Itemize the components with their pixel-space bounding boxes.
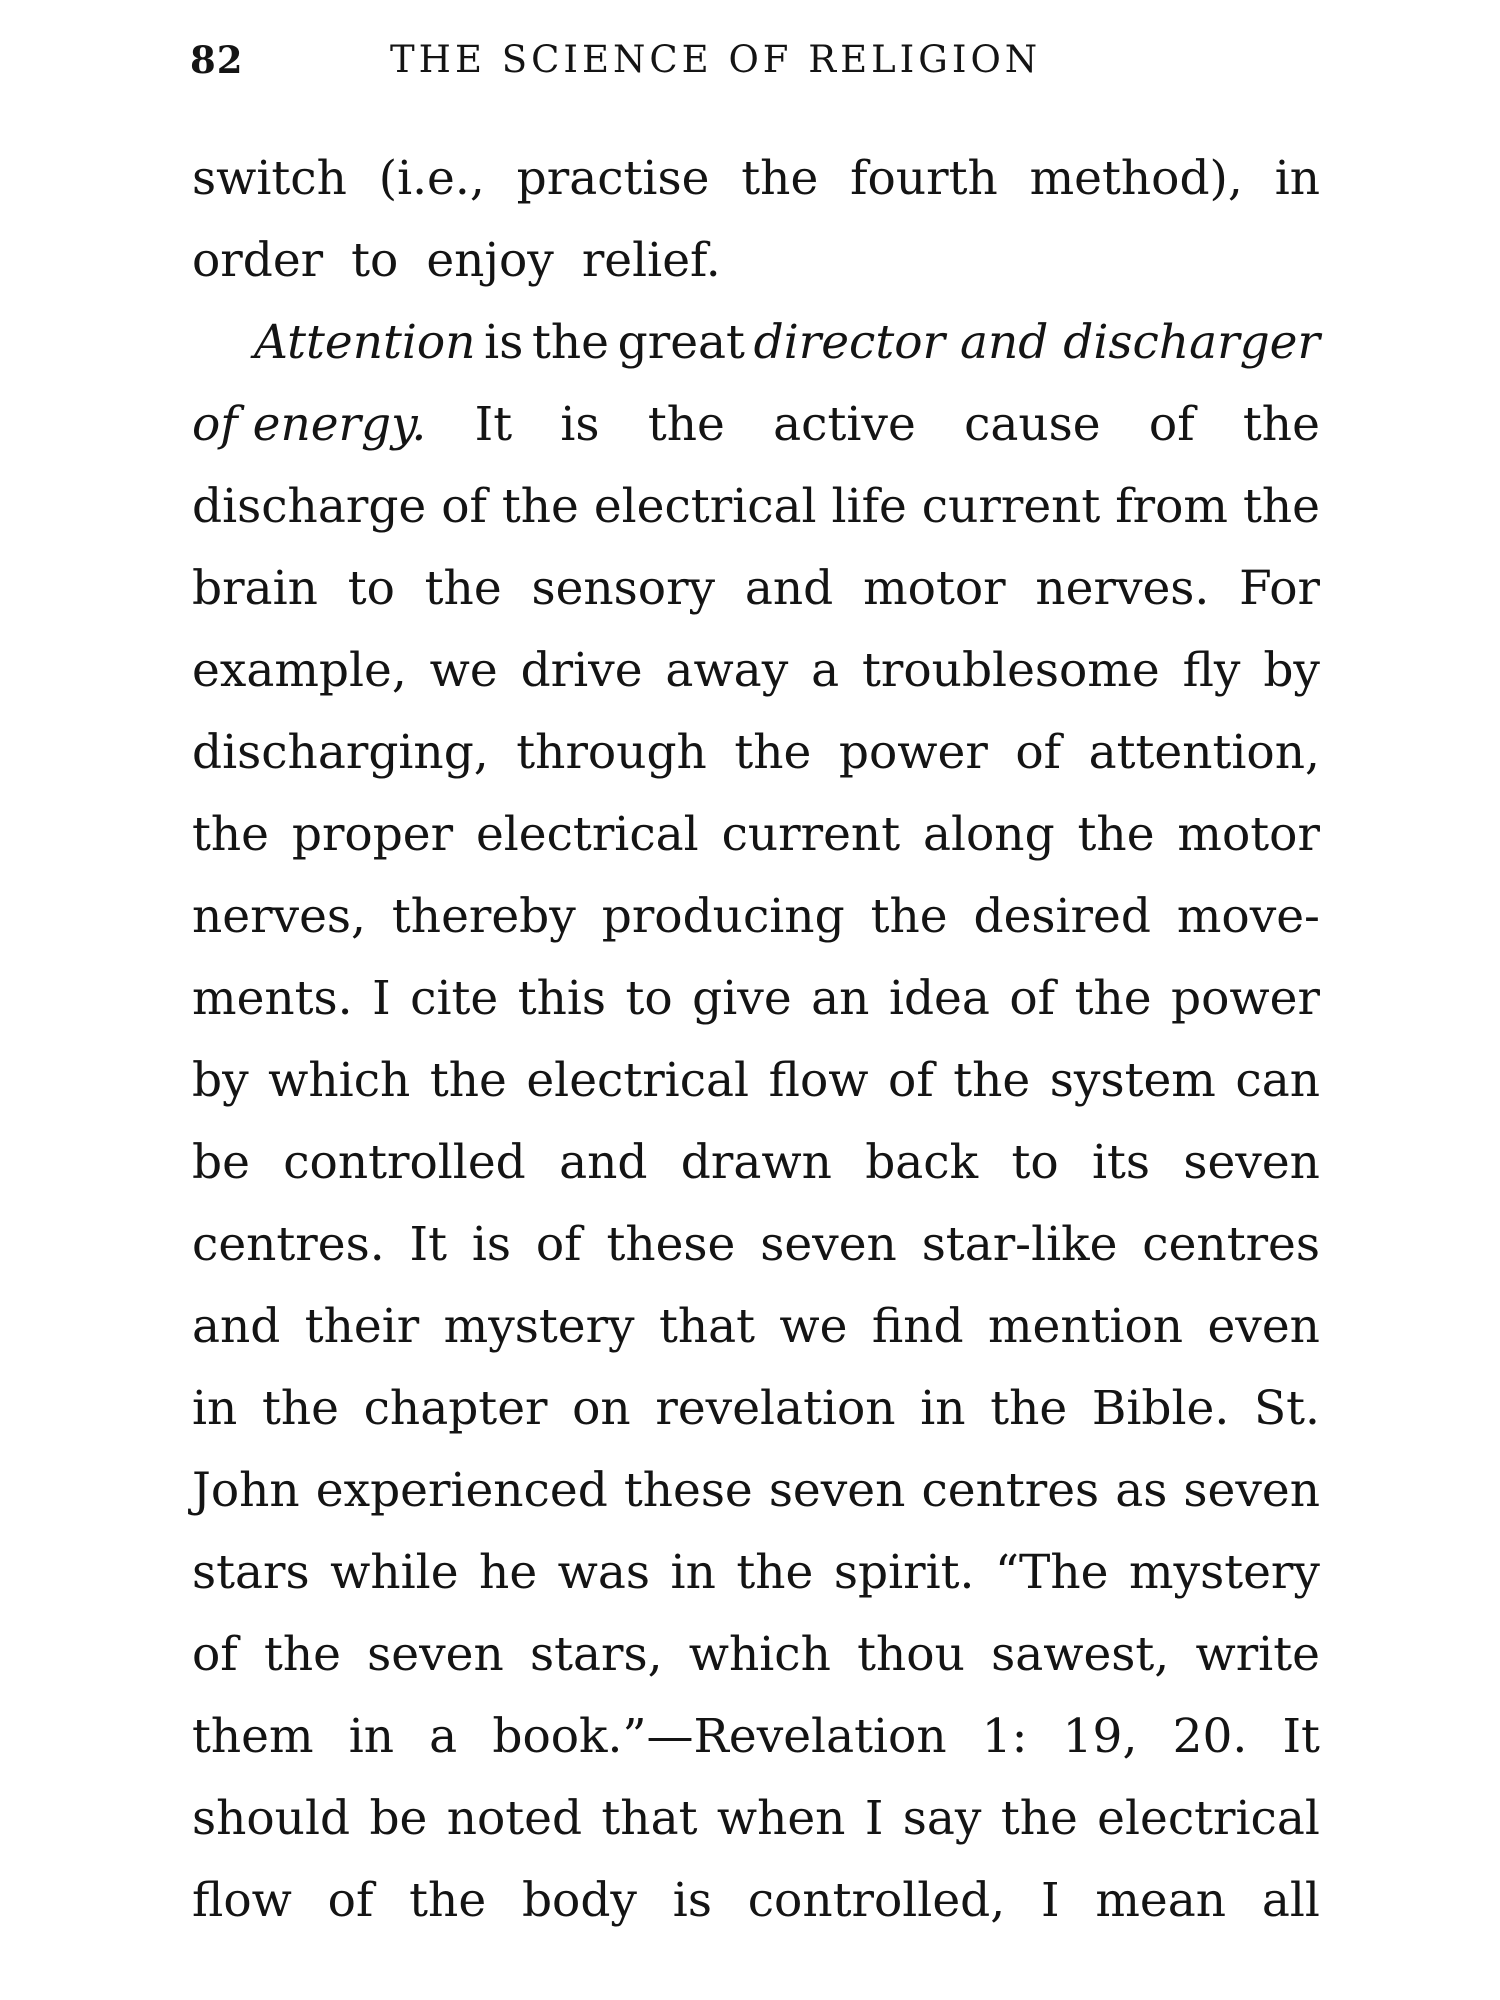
word: body bbox=[521, 1873, 637, 1928]
word: find bbox=[871, 1299, 964, 1354]
word: seven bbox=[760, 1217, 897, 1272]
word: mystery bbox=[1128, 1545, 1320, 1600]
word: the bbox=[409, 1873, 487, 1928]
word: electrical bbox=[593, 479, 817, 534]
text-line bbox=[192, 1778, 1320, 1860]
word: was bbox=[557, 1545, 651, 1600]
word: we bbox=[429, 643, 498, 698]
word: motor bbox=[1177, 807, 1320, 862]
word: can bbox=[1235, 1053, 1320, 1108]
word: and bbox=[559, 1135, 648, 1190]
word: enjoy bbox=[426, 233, 554, 288]
word: from bbox=[1115, 479, 1228, 534]
text-line bbox=[192, 302, 1320, 384]
word: the bbox=[192, 807, 269, 862]
word: chapter bbox=[363, 1381, 548, 1436]
word: the bbox=[1077, 807, 1155, 862]
word: It bbox=[1282, 1709, 1320, 1764]
word: the bbox=[741, 151, 819, 206]
word: discharging, bbox=[192, 725, 489, 780]
word: a bbox=[811, 643, 840, 698]
word: sawest, bbox=[991, 1627, 1170, 1682]
word: in bbox=[920, 1381, 966, 1436]
word: of bbox=[1009, 971, 1056, 1026]
word: to bbox=[1011, 1135, 1059, 1190]
word: thou bbox=[857, 1627, 965, 1682]
word: Bible. bbox=[1091, 1381, 1230, 1436]
word: current bbox=[921, 479, 1101, 534]
word: mystery bbox=[443, 1299, 635, 1354]
word: the bbox=[736, 1545, 814, 1600]
word: 20. bbox=[1172, 1709, 1248, 1764]
word: ments. bbox=[192, 971, 353, 1026]
running-head bbox=[190, 38, 1130, 88]
text-line bbox=[192, 220, 1320, 302]
word: producing bbox=[601, 889, 845, 944]
word: say bbox=[902, 1791, 982, 1846]
word: in bbox=[192, 1381, 238, 1436]
italic-phrase: director and discharger bbox=[753, 315, 1320, 370]
word: of bbox=[535, 1217, 582, 1272]
word: life bbox=[831, 479, 907, 534]
text-line bbox=[192, 1368, 1320, 1450]
text-line bbox=[192, 138, 1320, 220]
italic-word: Attention bbox=[254, 315, 476, 370]
text-line bbox=[192, 630, 1320, 712]
word: in bbox=[348, 1709, 395, 1764]
word: idea bbox=[888, 971, 990, 1026]
word: 1: bbox=[981, 1709, 1028, 1764]
word: and bbox=[744, 561, 834, 616]
word: these bbox=[606, 1217, 736, 1272]
word: fourth bbox=[850, 151, 998, 206]
word: It bbox=[409, 1217, 447, 1272]
word: a bbox=[429, 1709, 458, 1764]
word: drive bbox=[520, 643, 643, 698]
word: while bbox=[330, 1545, 459, 1600]
word: power bbox=[1171, 971, 1320, 1026]
word: the bbox=[261, 1381, 339, 1436]
word: an bbox=[811, 971, 870, 1026]
word: brain bbox=[192, 561, 318, 616]
text-line bbox=[192, 1122, 1320, 1204]
word: of bbox=[441, 479, 487, 534]
word: seven bbox=[1183, 1135, 1320, 1190]
word: experienced bbox=[315, 1463, 608, 1518]
italic-phrase: of energy. bbox=[192, 397, 427, 452]
word: this bbox=[517, 971, 607, 1026]
text-line bbox=[192, 794, 1320, 876]
word: book.”—Revelation bbox=[492, 1709, 947, 1764]
word: by bbox=[192, 1053, 249, 1108]
word: we bbox=[779, 1299, 848, 1354]
word: the bbox=[501, 479, 579, 534]
text-line bbox=[192, 1532, 1320, 1614]
word: mention bbox=[987, 1299, 1184, 1354]
word: proper bbox=[291, 807, 454, 862]
word: to bbox=[351, 233, 399, 288]
word: the bbox=[1000, 1791, 1078, 1846]
word: practise bbox=[516, 151, 710, 206]
word: the bbox=[1242, 397, 1320, 452]
word: the bbox=[1074, 971, 1152, 1026]
word: St. bbox=[1253, 1381, 1320, 1436]
word: flow bbox=[192, 1873, 292, 1928]
word: system bbox=[1049, 1053, 1216, 1108]
word: attention, bbox=[1088, 725, 1320, 780]
word: them bbox=[192, 1709, 314, 1764]
word: star-like bbox=[921, 1217, 1118, 1272]
word: is bbox=[672, 1873, 712, 1928]
word: electrical bbox=[526, 1053, 750, 1108]
word: John bbox=[192, 1463, 300, 1518]
body-text bbox=[192, 138, 1320, 1942]
text-line bbox=[192, 1450, 1320, 1532]
word: of bbox=[1015, 725, 1062, 780]
word: desired bbox=[973, 889, 1151, 944]
word: as bbox=[1115, 1463, 1168, 1518]
word: along bbox=[922, 807, 1055, 862]
text-line bbox=[192, 548, 1320, 630]
word: which bbox=[688, 1627, 831, 1682]
word: is bbox=[484, 315, 524, 370]
word: the bbox=[647, 397, 725, 452]
word: “The bbox=[994, 1545, 1109, 1600]
word: troublesome bbox=[862, 643, 1160, 698]
word: of bbox=[192, 1627, 238, 1682]
text-line bbox=[192, 1860, 1320, 1942]
word: the bbox=[953, 1053, 1031, 1108]
word: stars, bbox=[529, 1627, 663, 1682]
word: on bbox=[572, 1381, 631, 1436]
word: of bbox=[327, 1873, 374, 1928]
word: is bbox=[471, 1217, 511, 1272]
word: be bbox=[369, 1791, 428, 1846]
word: its bbox=[1091, 1135, 1151, 1190]
word: centres bbox=[1142, 1217, 1320, 1272]
word: mean bbox=[1095, 1873, 1227, 1928]
word: the bbox=[429, 1053, 507, 1108]
word: give bbox=[692, 971, 792, 1026]
text-line bbox=[192, 1204, 1320, 1286]
word: nerves. bbox=[1035, 561, 1210, 616]
word: the bbox=[990, 1381, 1068, 1436]
word: controlled bbox=[283, 1135, 526, 1190]
word: seven bbox=[768, 1463, 906, 1518]
word: that bbox=[601, 1791, 698, 1846]
word: revelation bbox=[655, 1381, 896, 1436]
word: the bbox=[263, 1627, 341, 1682]
word: order bbox=[192, 233, 324, 288]
word: stars bbox=[192, 1545, 310, 1600]
text-line bbox=[192, 1286, 1320, 1368]
word: seven bbox=[1183, 1463, 1320, 1518]
word: write bbox=[1195, 1627, 1320, 1682]
word: should bbox=[192, 1791, 351, 1846]
text-line bbox=[192, 1040, 1320, 1122]
word: active bbox=[773, 397, 916, 452]
text-line bbox=[192, 466, 1320, 548]
word: their bbox=[304, 1299, 420, 1354]
running-title: THE SCIENCE OF RELIGION bbox=[390, 38, 1042, 81]
word: that bbox=[658, 1299, 756, 1354]
word: I bbox=[1040, 1873, 1060, 1928]
word: in bbox=[670, 1545, 716, 1600]
word: noted bbox=[446, 1791, 583, 1846]
word: relief. bbox=[581, 233, 721, 288]
word: flow bbox=[768, 1053, 869, 1108]
word: cite bbox=[410, 971, 499, 1026]
word: centres bbox=[921, 1463, 1100, 1518]
word: through bbox=[516, 725, 707, 780]
word: away bbox=[665, 643, 789, 698]
word: sensory bbox=[531, 561, 716, 616]
word: method), bbox=[1029, 151, 1243, 206]
word: example, bbox=[192, 643, 407, 698]
word: he bbox=[479, 1545, 538, 1600]
word: For bbox=[1239, 561, 1320, 616]
word: by bbox=[1263, 643, 1320, 698]
text-line bbox=[192, 1614, 1320, 1696]
word: drawn bbox=[680, 1135, 832, 1190]
word: these bbox=[623, 1463, 753, 1518]
word: seven bbox=[367, 1627, 504, 1682]
word: spirit. bbox=[833, 1545, 975, 1600]
word: thereby bbox=[391, 889, 576, 944]
word: of bbox=[888, 1053, 934, 1108]
word: the bbox=[734, 725, 812, 780]
word: power bbox=[838, 725, 988, 780]
word: is bbox=[560, 397, 600, 452]
word: (i.e., bbox=[378, 151, 485, 206]
text-line bbox=[192, 876, 1320, 958]
word: switch bbox=[192, 151, 347, 206]
word: controlled, bbox=[747, 1873, 1006, 1928]
word: in bbox=[1274, 151, 1320, 206]
word: I bbox=[372, 971, 391, 1026]
word: cause bbox=[964, 397, 1101, 452]
page-number: 82 bbox=[190, 38, 244, 82]
word: of bbox=[1148, 397, 1195, 452]
word: the bbox=[1242, 479, 1320, 534]
word: to bbox=[625, 971, 673, 1026]
word: and bbox=[192, 1299, 281, 1354]
text-line bbox=[192, 712, 1320, 794]
word: all bbox=[1261, 1873, 1320, 1928]
word: even bbox=[1207, 1299, 1320, 1354]
word: back bbox=[865, 1135, 979, 1190]
word: when bbox=[716, 1791, 846, 1846]
word: move- bbox=[1176, 889, 1320, 944]
word: electrical bbox=[1097, 1791, 1320, 1846]
word: to bbox=[347, 561, 395, 616]
word: motor bbox=[863, 561, 1006, 616]
word: 19, bbox=[1062, 1709, 1138, 1764]
word: It bbox=[474, 397, 513, 452]
word: nerves, bbox=[192, 889, 366, 944]
word: the bbox=[424, 561, 502, 616]
word: the bbox=[532, 315, 609, 370]
word: great bbox=[617, 315, 745, 370]
text-line bbox=[192, 1696, 1320, 1778]
word: be bbox=[192, 1135, 250, 1190]
word: the bbox=[870, 889, 948, 944]
word: discharge bbox=[192, 479, 427, 534]
word: I bbox=[864, 1791, 884, 1846]
word: fly bbox=[1182, 643, 1241, 698]
text-line bbox=[192, 384, 1320, 466]
word: current bbox=[721, 807, 901, 862]
word: which bbox=[268, 1053, 411, 1108]
text-line bbox=[192, 958, 1320, 1040]
word: centres. bbox=[192, 1217, 385, 1272]
word: electrical bbox=[475, 807, 699, 862]
